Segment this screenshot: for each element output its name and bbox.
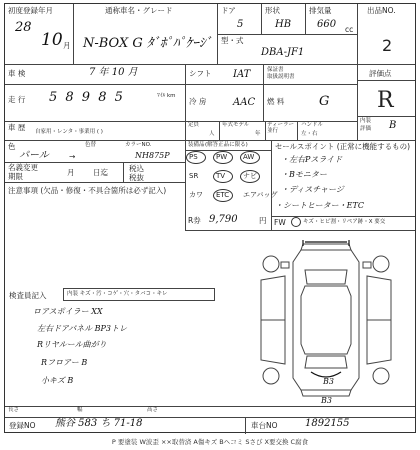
fw-note: キズ・ヒビ割・リペア跡・X 要交 <box>303 219 386 225</box>
ac-value: AAC <box>233 97 256 108</box>
inspector-label: 検査員記入 <box>9 291 47 300</box>
score-label: 評価点 <box>369 69 392 78</box>
width-label: 幅 <box>77 407 83 413</box>
damage-mark-bumper: B3 <box>321 396 332 405</box>
color-value: パール <box>19 150 49 161</box>
fw-check-circle <box>291 217 301 227</box>
equip-selected-circle <box>213 170 233 183</box>
reg-no-value: 熊谷 583 ち 71-18 <box>55 418 143 429</box>
car-damage-diagram <box>241 240 411 400</box>
door-value: 5 <box>237 19 244 30</box>
auction-sheet <box>4 3 416 433</box>
displacement-value: 660 <box>317 19 337 30</box>
interior-sub: 評価 <box>360 126 372 132</box>
equip-item: TV <box>216 172 226 180</box>
equip-selected-circle <box>240 151 260 164</box>
reg-no-label: 登録NO <box>9 421 36 430</box>
equip-selected-circle <box>213 151 233 164</box>
mileage-label: 走 行 <box>8 95 26 104</box>
shape-value: HB <box>275 19 292 30</box>
history-options: 自家用・レンタ・事業用 ( ) <box>35 129 103 135</box>
capacity-label: 定員 <box>188 122 200 128</box>
recycle-unit: 円 <box>259 216 267 225</box>
equip-note: (解答正品に限る) <box>205 142 248 148</box>
equip-item: ETC <box>216 191 230 199</box>
handle-label: ハンドル <box>301 122 324 128</box>
model-label: 型・式 <box>221 36 244 45</box>
lot-value: 2 <box>382 36 393 55</box>
height-label: 高さ <box>147 407 159 413</box>
name-change-label: 名義変更 <box>8 163 38 172</box>
door-label: ドア <box>221 6 236 15</box>
length-label: 長さ <box>8 407 20 413</box>
lot-label: 出品NO. <box>367 6 396 15</box>
first-reg-year: 28 <box>15 20 32 35</box>
recycle-value: 9,790 <box>209 214 238 225</box>
sales-line-2: ・Bモニター <box>281 170 327 179</box>
color-no-label: カラーNO. <box>125 142 152 148</box>
equip-item: PW <box>216 153 228 161</box>
equip-label: 装備品 <box>188 142 205 148</box>
warranty-sub: 取扱説明書 <box>267 74 295 80</box>
tax-label: 税込 <box>129 164 144 173</box>
shape-label: 形状 <box>265 6 280 15</box>
tax-options: 税抜 <box>129 173 144 182</box>
damage-legend: P 要塗装 W波歪 ××取替済 A傷キズ Bヘコミ Sさび X要交換 C腐食 <box>111 438 309 446</box>
warranty-label: 保証書 <box>267 67 284 73</box>
color-change-sub: 色替 <box>85 142 97 148</box>
dealer-label: ディーラー並行 <box>267 122 295 134</box>
mileage-value: 5 8 9 8 5 <box>49 90 125 105</box>
inspector-note-5: 小キズ B <box>41 376 74 385</box>
inspector-note-1: ロアスポイラー XX <box>33 307 103 316</box>
inspector-note-3: Rリヤルール曲がり <box>37 340 107 349</box>
fuel-label: 燃 料 <box>267 97 285 106</box>
first-reg-month: 10 <box>41 30 63 50</box>
year-model-label: 年式モデル <box>222 122 250 128</box>
score-value: R <box>377 88 394 113</box>
sales-line-3: ・ディスチャージ <box>281 185 344 194</box>
first-reg-month-unit: 月 <box>63 41 71 50</box>
sales-line-4: ・シートヒーター・ETC <box>275 201 364 210</box>
equip-item: SR <box>189 172 199 180</box>
chassis-label: 車台NO <box>251 421 278 430</box>
notes-label: 注意事項 (欠品・修復・不具合箇所は必ず記入) <box>8 186 167 195</box>
first-reg-label: 初度登録年月 <box>8 6 53 15</box>
name-change-date: 日迄 <box>93 168 108 177</box>
shift-value: IAT <box>233 69 251 80</box>
equip-item: PS <box>189 153 198 161</box>
color-no-value: NH875P <box>135 151 170 160</box>
displacement-unit: cc <box>345 25 354 34</box>
year-model-unit: 年 <box>255 131 261 137</box>
handle-value: 左・右 <box>301 131 318 137</box>
sales-line-1: ・左右Pスライド <box>281 155 343 164</box>
equip-item: ナビ <box>243 172 257 180</box>
name-grade-value: N-BOX G ﾀﾞﾎﾟﾊﾟｹｰｼﾞ <box>83 36 212 51</box>
sales-point-label: セールスポイント (正常に機能するもの) <box>275 142 411 151</box>
color-change-arrow: → <box>69 152 76 161</box>
interior-value: B <box>389 120 397 131</box>
equip-selected-circle <box>213 189 233 202</box>
name-change-sub: 期限 <box>8 172 23 181</box>
equip-item: カワ <box>189 191 203 199</box>
capacity-unit: 人 <box>209 131 215 137</box>
equip-item: エアバッグ <box>243 191 278 199</box>
equip-selected-circle <box>186 151 206 164</box>
model-value: DBA-JF1 <box>261 47 305 58</box>
damage-mark-rear: B3 <box>323 377 334 386</box>
mileage-unit: ﾏｲﾙ km <box>157 93 176 99</box>
shaken-label: 車 検 <box>8 69 26 78</box>
recycle-label: R券 <box>188 216 201 225</box>
inspector-legend: 内装 キズ・汚・コゲ・穴・タバコ・キレ <box>67 291 168 297</box>
inspector-note-4: Rフロアー B <box>41 358 88 367</box>
color-label: 色 <box>8 142 16 151</box>
inspector-note-2: 左右ドアパネル BP3トレ <box>37 324 128 333</box>
equip-item: AW <box>243 153 255 161</box>
fw-label: FW <box>274 218 286 227</box>
name-change-month: 月 <box>67 168 75 177</box>
equip-selected-circle <box>240 170 260 183</box>
displacement-label: 排気量 <box>309 6 332 15</box>
fuel-value: G <box>319 94 330 109</box>
shift-label: シフト <box>189 69 212 78</box>
shaken-value: 7 年 10 月 <box>89 67 138 78</box>
chassis-value: 1892155 <box>305 418 350 429</box>
interior-label: 内装 <box>360 118 372 124</box>
ac-label: 冷 房 <box>189 97 207 106</box>
history-label: 車 歴 <box>8 123 26 132</box>
name-grade-label: 通称車名・グレード <box>105 6 173 15</box>
